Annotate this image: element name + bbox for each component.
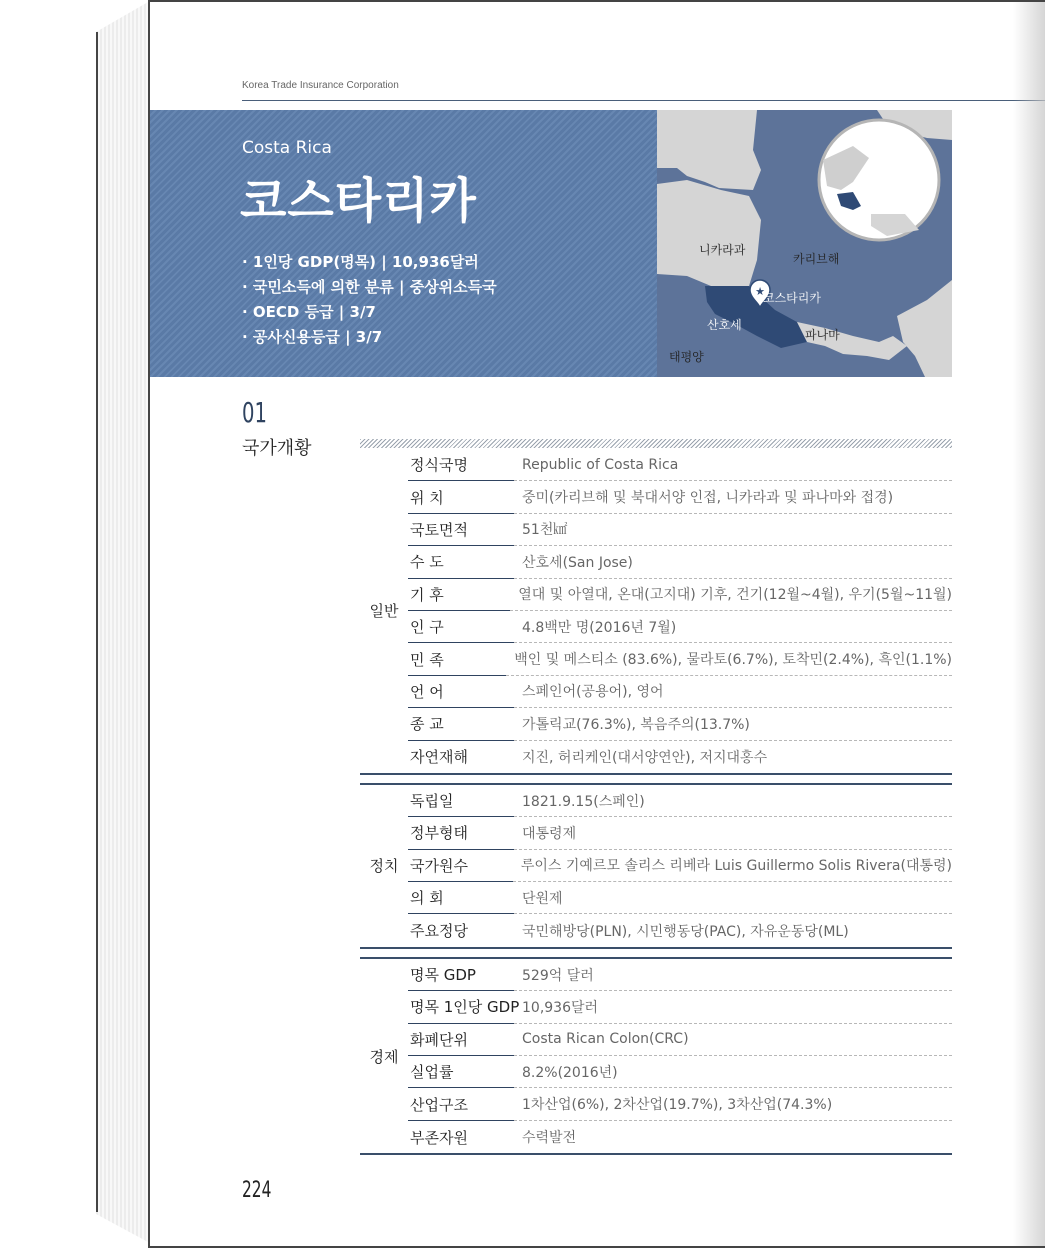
group-label: 일반 <box>369 602 399 621</box>
table-row <box>408 546 952 578</box>
row-value: 스페인어(공용어), 영어 <box>514 676 952 708</box>
map-label-nicaragua: 니카라과 <box>699 243 746 257</box>
row-value: Republic of Costa Rica <box>514 449 952 481</box>
table-row <box>408 1024 952 1056</box>
section-number: 01 <box>242 396 267 429</box>
table-row <box>408 850 952 882</box>
book-page-stack <box>96 2 152 1242</box>
row-value: 대통령제 <box>514 817 952 849</box>
row-key: 화폐단위 <box>408 1024 514 1056</box>
row-key: 인 구 <box>408 611 514 643</box>
stat-income-class: · 국민소득에 의한 분류 | 중상위소득국 <box>242 278 497 296</box>
map-label-costa-rica: 코스타리카 <box>763 291 821 305</box>
row-value: 51천㎢ <box>514 514 952 546</box>
table-row <box>408 579 952 611</box>
page-edge-shadow <box>1013 2 1045 1246</box>
table-row <box>408 1121 952 1153</box>
row-key: 민 족 <box>408 643 506 675</box>
table-row <box>408 882 952 914</box>
row-value: 가톨릭교(76.3%), 복음주의(13.7%) <box>514 708 952 740</box>
group-politics <box>360 783 952 949</box>
stat-oecd-grade: · OECD 등급 | 3/7 <box>242 303 376 321</box>
row-value: 중미(카리브해 및 북대서양 인접, 니카라과 및 파나마와 접경) <box>514 481 952 513</box>
country-overview-table <box>360 449 952 1155</box>
row-key: 자연재해 <box>410 748 468 767</box>
map-label-caribbean: 카리브해 <box>793 252 840 266</box>
stat-gdp-per-capita: · 1인당 GDP(명목) | 10,936달러 <box>242 253 479 271</box>
table-row <box>408 708 952 740</box>
stat-ksure-grade: · 공사신용등급 | 3/7 <box>242 328 383 346</box>
map-label-pacific: 태평양 <box>669 350 704 364</box>
row-key: 산업구조 <box>408 1088 514 1120</box>
table-row <box>408 676 952 708</box>
group-label: 정치 <box>369 857 399 876</box>
table-top-hatch <box>360 439 952 448</box>
table-row <box>408 959 952 991</box>
table-row <box>408 643 952 675</box>
row-key: 국토면적 <box>408 514 514 546</box>
row-value: 수력발전 <box>522 1130 577 1146</box>
row-value: 산호세(San Jose) <box>514 546 952 578</box>
row-value: 지진, 허리케인(대서양연안), 저지대홍수 <box>522 749 768 766</box>
map-label-san-jose: 산호세 <box>707 318 742 332</box>
row-key: 국가원수 <box>408 850 513 882</box>
table-row <box>408 481 952 513</box>
row-key: 부존자원 <box>410 1128 468 1147</box>
book-spine-edge <box>96 32 98 1212</box>
page-number: 224 <box>242 1178 272 1203</box>
country-map <box>657 110 952 377</box>
row-key: 명목 GDP <box>408 959 514 991</box>
row-key: 기 후 <box>408 579 510 611</box>
country-banner <box>150 110 657 377</box>
row-value: Costa Rican Colon(CRC) <box>514 1024 952 1056</box>
svg-text:★: ★ <box>755 285 765 298</box>
table-row <box>408 741 952 773</box>
country-name-en: Costa Rica <box>242 138 332 158</box>
row-key: 실업률 <box>408 1056 514 1088</box>
table-row <box>408 611 952 643</box>
row-key: 의 회 <box>408 882 514 914</box>
table-row <box>408 991 952 1023</box>
group-general <box>360 449 952 775</box>
map-label-panama: 파나마 <box>805 328 840 342</box>
group-economy <box>360 957 952 1155</box>
section-title: 국가개황 <box>242 438 312 459</box>
country-name-ko: 코스타리카 <box>240 173 477 229</box>
running-header: Korea Trade Insurance Corporation <box>242 80 399 91</box>
table-row <box>408 449 952 481</box>
row-value: 1차산업(6%), 2차산업(19.7%), 3차산업(74.3%) <box>514 1088 952 1120</box>
row-key: 수 도 <box>408 546 514 578</box>
book-page <box>148 0 1045 1248</box>
row-key: 정부형태 <box>408 817 514 849</box>
group-label: 경제 <box>369 1047 399 1066</box>
row-key: 독립일 <box>408 785 514 817</box>
row-value: 국민해방당(PLN), 시민행동당(PAC), 자유운동당(ML) <box>522 923 849 940</box>
table-row <box>408 785 952 817</box>
header-rule <box>242 100 1045 101</box>
table-row <box>408 514 952 546</box>
row-key: 언 어 <box>408 676 514 708</box>
row-value: 10,936달러 <box>514 991 952 1023</box>
row-value: 열대 및 아열대, 온대(고지대) 기후, 건기(12월~4월), 우기(5월~11월) <box>510 579 952 611</box>
table-row <box>408 1088 952 1120</box>
table-row <box>408 914 952 946</box>
row-key: 위 치 <box>408 481 514 513</box>
row-value: 단원제 <box>514 882 952 914</box>
row-value: 백인 및 메스티소 (83.6%), 물라토(6.7%), 토착민(2.4%), 흑인(1.1%) <box>506 643 952 675</box>
row-key: 정식국명 <box>408 449 514 481</box>
row-value: 4.8백만 명(2016년 7월) <box>514 611 952 643</box>
row-key: 명목 1인당 GDP <box>408 991 514 1023</box>
row-key: 주요정당 <box>410 922 468 941</box>
row-value: 루이스 기예르모 솔리스 리베라 Luis Guillermo Solis Rivera(대통령) <box>513 850 952 882</box>
row-value: 529억 달러 <box>514 959 952 991</box>
row-key: 종 교 <box>408 708 514 740</box>
table-row <box>408 817 952 849</box>
row-value: 1821.9.15(스페인) <box>514 785 952 817</box>
table-row <box>408 1056 952 1088</box>
country-stats <box>242 250 497 350</box>
row-value: 8.2%(2016년) <box>514 1056 952 1088</box>
